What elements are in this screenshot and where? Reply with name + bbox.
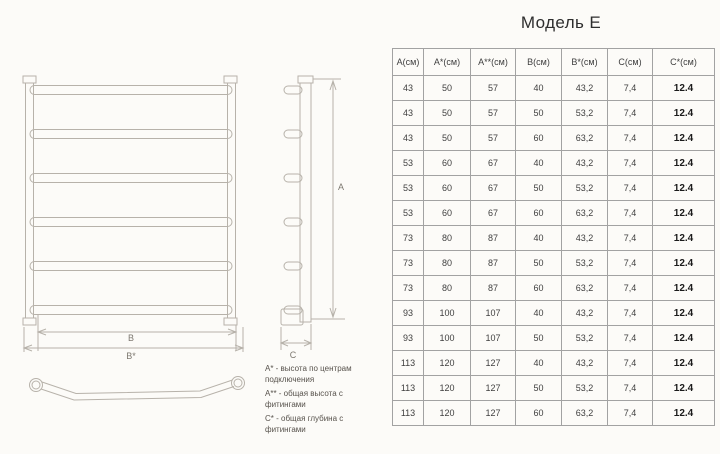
table-cell: 127 xyxy=(471,376,516,401)
table-cell: 53,2 xyxy=(562,251,608,276)
table-cell: 53 xyxy=(393,201,424,226)
side-view xyxy=(281,76,345,360)
table-row xyxy=(393,301,715,326)
table-cell: 7,4 xyxy=(608,401,653,426)
rung xyxy=(30,262,232,271)
table-cell: 7,4 xyxy=(608,76,653,101)
table-cell: 12.4 xyxy=(653,276,715,301)
table-cell: 107 xyxy=(471,301,516,326)
table-cell: 63,2 xyxy=(562,201,608,226)
table-cell: 80 xyxy=(424,226,471,251)
post-foot xyxy=(224,318,237,325)
table-cell: 107 xyxy=(471,326,516,351)
table-cell: 60 xyxy=(516,126,562,151)
rung xyxy=(30,218,232,227)
table-cell: 87 xyxy=(471,276,516,301)
dim-label-b-star: B* xyxy=(126,351,136,361)
rung xyxy=(30,306,232,315)
table-row xyxy=(393,251,715,276)
side-post xyxy=(300,83,311,322)
column-header: А(см) xyxy=(393,49,424,76)
table-cell: 7,4 xyxy=(608,226,653,251)
table-cell: 7,4 xyxy=(608,301,653,326)
table-cell: 63,2 xyxy=(562,126,608,151)
table-cell: 40 xyxy=(516,226,562,251)
table-cell: 80 xyxy=(424,276,471,301)
table-header-row xyxy=(393,49,715,76)
table-row xyxy=(393,76,715,101)
table-cell: 50 xyxy=(424,126,471,151)
table-cell: 53 xyxy=(393,176,424,201)
left-post xyxy=(26,83,34,318)
table-cell: 53,2 xyxy=(562,176,608,201)
table-cell: 120 xyxy=(424,351,471,376)
column-header: А*(см) xyxy=(424,49,471,76)
table-cell: 40 xyxy=(516,351,562,376)
table-cell: 120 xyxy=(424,376,471,401)
table-row xyxy=(393,201,715,226)
table-cell: 7,4 xyxy=(608,276,653,301)
table-cell: 12.4 xyxy=(653,151,715,176)
table-row xyxy=(393,351,715,376)
table-cell: 43 xyxy=(393,126,424,151)
table-cell: 12.4 xyxy=(653,351,715,376)
dim-label-b: B xyxy=(127,333,135,343)
table-cell: 50 xyxy=(516,176,562,201)
table-cell: 60 xyxy=(516,276,562,301)
rung xyxy=(30,174,232,183)
pipe-end xyxy=(234,379,242,387)
table-cell: 50 xyxy=(424,101,471,126)
table-cell: 53,2 xyxy=(562,101,608,126)
table-cell: 12.4 xyxy=(653,176,715,201)
table-cell: 67 xyxy=(471,176,516,201)
top-view xyxy=(30,377,245,401)
table-cell: 113 xyxy=(393,351,424,376)
table-cell: 40 xyxy=(516,151,562,176)
table-cell: 12.4 xyxy=(653,251,715,276)
table-cell: 43 xyxy=(393,101,424,126)
table-cell: 100 xyxy=(424,301,471,326)
legend xyxy=(265,363,370,438)
right-post xyxy=(228,83,236,318)
rung-end xyxy=(284,218,302,226)
table-cell: 12.4 xyxy=(653,301,715,326)
table-cell: 7,4 xyxy=(608,351,653,376)
table-cell: 12.4 xyxy=(653,376,715,401)
dim-label-c: C xyxy=(289,350,297,360)
table-cell: 127 xyxy=(471,401,516,426)
table-cell: 67 xyxy=(471,201,516,226)
table-cell: 50 xyxy=(516,326,562,351)
table-cell: 73 xyxy=(393,276,424,301)
table-row xyxy=(393,101,715,126)
rung-end xyxy=(284,86,302,94)
column-header: А**(см) xyxy=(471,49,516,76)
table-row xyxy=(393,226,715,251)
table-cell: 100 xyxy=(424,326,471,351)
table-cell: 73 xyxy=(393,226,424,251)
table-cell: 57 xyxy=(471,126,516,151)
table-cell: 87 xyxy=(471,226,516,251)
table-cell: 113 xyxy=(393,376,424,401)
dimensions-table xyxy=(392,48,715,426)
table-cell: 40 xyxy=(516,301,562,326)
pipe-end xyxy=(232,377,245,390)
table-cell: 50 xyxy=(424,76,471,101)
table-row xyxy=(393,151,715,176)
table-cell: 60 xyxy=(516,401,562,426)
table-cell: 43,2 xyxy=(562,226,608,251)
post-cap xyxy=(224,76,237,83)
rung-end xyxy=(284,174,302,182)
rung xyxy=(30,130,232,139)
table-cell: 12.4 xyxy=(653,76,715,101)
post-cap xyxy=(23,76,36,83)
dim-label-a: A xyxy=(338,182,345,192)
table-cell: 60 xyxy=(424,151,471,176)
table-cell: 12.4 xyxy=(653,101,715,126)
table-cell: 43 xyxy=(393,76,424,101)
table-cell: 7,4 xyxy=(608,201,653,226)
table-cell: 93 xyxy=(393,301,424,326)
table-cell: 7,4 xyxy=(608,176,653,201)
table-row xyxy=(393,326,715,351)
rung-end xyxy=(284,306,302,314)
table-cell: 50 xyxy=(516,376,562,401)
page-title: Модель Е xyxy=(520,13,602,32)
table-cell: 40 xyxy=(516,76,562,101)
table-cell: 12.4 xyxy=(653,201,715,226)
table-cell: 80 xyxy=(424,251,471,276)
table-cell: 73 xyxy=(393,251,424,276)
table-cell: 67 xyxy=(471,151,516,176)
table-cell: 127 xyxy=(471,351,516,376)
table-cell: 7,4 xyxy=(608,101,653,126)
table-cell: 93 xyxy=(393,326,424,351)
table-cell: 53,2 xyxy=(562,326,608,351)
post-foot xyxy=(23,318,36,325)
table-cell: 7,4 xyxy=(608,251,653,276)
pipe-end xyxy=(30,379,43,392)
table-cell: 7,4 xyxy=(608,126,653,151)
table-cell: 43,2 xyxy=(562,76,608,101)
table-cell: 87 xyxy=(471,251,516,276)
table-cell: 50 xyxy=(516,101,562,126)
table-cell: 43,2 xyxy=(562,351,608,376)
legend-item-a-star: А* - высота по центрам подключения xyxy=(265,364,352,384)
table-cell: 7,4 xyxy=(608,151,653,176)
table-cell: 60 xyxy=(424,176,471,201)
table-cell: 50 xyxy=(516,251,562,276)
table-cell: 7,4 xyxy=(608,376,653,401)
table-cell: 53 xyxy=(393,151,424,176)
front-view xyxy=(23,76,237,325)
rung xyxy=(30,86,232,95)
table-cell: 12.4 xyxy=(653,401,715,426)
table-cell: 57 xyxy=(471,101,516,126)
table-cell: 12.4 xyxy=(653,326,715,351)
table-cell: 43,2 xyxy=(562,151,608,176)
table-cell: 113 xyxy=(393,401,424,426)
table-cell: 12.4 xyxy=(653,226,715,251)
table-cell: 57 xyxy=(471,76,516,101)
table-row xyxy=(393,176,715,201)
table-cell: 63,2 xyxy=(562,276,608,301)
table-cell: 60 xyxy=(424,201,471,226)
column-header: С(см) xyxy=(608,49,653,76)
table-cell: 12.4 xyxy=(653,126,715,151)
rung-end xyxy=(284,130,302,138)
table-row xyxy=(393,276,715,301)
width-dimensions xyxy=(24,314,243,361)
table-cell: 43,2 xyxy=(562,301,608,326)
table-cell: 7,4 xyxy=(608,326,653,351)
legend-item-c-star: С* - общая глубина с фитингами xyxy=(265,414,344,434)
legend-item-a-2star: А** - общая высота с фитингами xyxy=(265,389,343,409)
column-header: В*(см) xyxy=(562,49,608,76)
table-row xyxy=(393,401,715,426)
column-header: С*(см) xyxy=(653,49,715,76)
table-row xyxy=(393,126,715,151)
table-cell: 60 xyxy=(516,201,562,226)
table-cell: 120 xyxy=(424,401,471,426)
rung-end xyxy=(284,262,302,270)
table-cell: 63,2 xyxy=(562,401,608,426)
table-row xyxy=(393,376,715,401)
table-cell: 53,2 xyxy=(562,376,608,401)
post-cap xyxy=(298,76,313,83)
pipe-end xyxy=(32,381,40,389)
column-header: В(см) xyxy=(516,49,562,76)
